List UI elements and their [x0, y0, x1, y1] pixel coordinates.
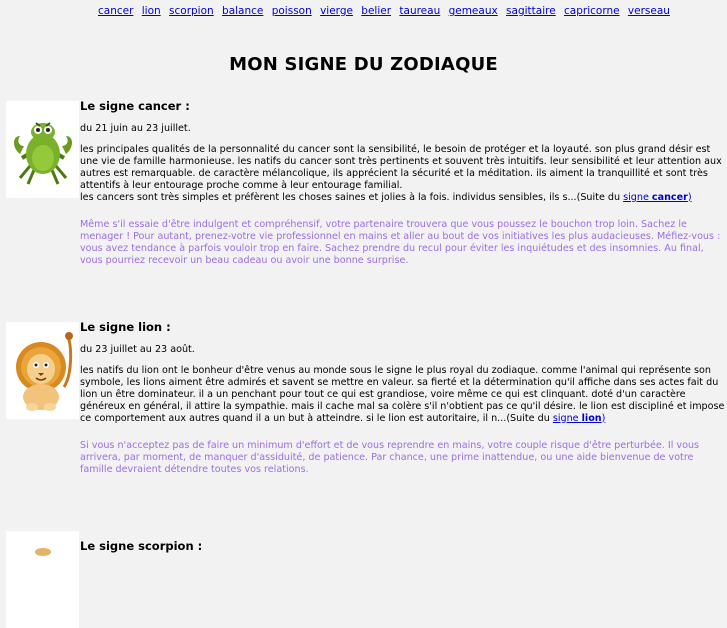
nav-link-belier[interactable]: belier — [361, 5, 392, 17]
nav-link-gemeaux[interactable]: gemeaux — [448, 5, 498, 17]
nav-link-scorpion[interactable]: scorpion — [169, 5, 214, 17]
nav-link-vierge[interactable]: vierge — [320, 5, 353, 17]
lion-content — [80, 322, 727, 476]
nav-link-sagittaire[interactable]: sagittaire — [506, 5, 556, 17]
entry-date: du 23 juillet au 23 août. — [80, 344, 195, 355]
nav-link-cancer[interactable]: cancer — [98, 5, 134, 17]
sign-link-cancer[interactable]: signe cancer) — [623, 191, 692, 203]
cancer-crab-icon — [6, 101, 79, 198]
nav-link-taureau[interactable]: taureau — [399, 5, 441, 17]
scorpion-content — [80, 531, 727, 555]
cancer-content — [80, 101, 727, 267]
lion-icon — [6, 322, 79, 419]
nav-link-lion[interactable]: lion — [141, 5, 161, 17]
nav-link-balance[interactable]: balance — [222, 5, 264, 17]
scorpion-icon — [6, 531, 79, 628]
entry-date: du 21 juin au 23 juillet. — [80, 123, 191, 134]
entry-description: les natifs du lion ont le bonheur d'être venus au monde sous le signe le plus royal du zodiaque. comme l'animal qui représente son symbole, les lions aiment être admirés et savent se mettre en valeur. sa fierté et la détermination qu'il affiche dans ses actes fait du lion un être dominateur. il a un penchant pour tout ce qui est grandiose, voire même ce qui est clinquant. doté d'un caractère généreux en général, il attire la sympathie. mais il cache mal sa colère s'il n'obtient pas ce qu'il désire. le lion est discipliné et impose ce comportement aux autres quand il a un but à atteindre. si le lion est autoritaire, il n...(Suite du signe lion) — [80, 364, 725, 424]
sign-link-lion[interactable]: signe lion) — [552, 412, 606, 424]
entry-advice: Même s'il essaie d'être indulgent et compréhensif, votre partenaire trouvera que vous poussez le bouchon trop loin. Sachez le menager ! Pour autant, prenez-votre vie professionnel en mains et aller au bout de vos initiatives les plus audacieuses. Méfiez-vous : vous avez tendance à parfois vouloir trop en faire. Sachez prendre du recul pour éviter les inquiétudes et des insomnies. Au final, vous pourriez recevoir un beau cadeau ou avoir une bonne surprise. — [80, 219, 721, 267]
entry-description: les principales qualités de la personnalité du cancer sont la sensibilité, le besoin de protéger et la loyauté. son plus grand désir est une vie de famille harmonieuse. les natifs du cancer sont très pertinents et souvent très intuitifs. leur sensibilité et leur attention aux autres est remarquable. de caractère mélancolique, ils apprécient la sécurité et la méditation. ils aiment la tranquillité et sont très attentifs à leur entourage proche comme à leur entourage familial. les cancers sont très simples et préfèrent les choses saines et jolies à la fois. individus sensibles, ils s...(Suite du signe cancer) — [80, 143, 722, 203]
entry-title: Le signe lion : — [80, 320, 171, 334]
sign-nav — [98, 5, 675, 17]
page-title: MON SIGNE DU ZODIAQUE — [229, 54, 498, 75]
entry-title: Le signe cancer : — [80, 99, 190, 113]
nav-link-capricorne[interactable]: capricorne — [564, 5, 620, 17]
nav-link-poisson[interactable]: poisson — [271, 5, 312, 17]
nav-link-verseau[interactable]: verseau — [627, 5, 670, 17]
entry-advice: Si vous n'acceptez pas de faire un minimum d'effort et de vous reprendre en mains, votre couple risque d'être perturbée. Il vous arrivera, par moment, de manquer d'assiduité, de patience. Par chance, une prime inattendue, ou une aide bienvenue de votre famille devraient détendre toutes vos relations. — [80, 440, 700, 476]
entry-title: Le signe scorpion : — [80, 539, 203, 553]
